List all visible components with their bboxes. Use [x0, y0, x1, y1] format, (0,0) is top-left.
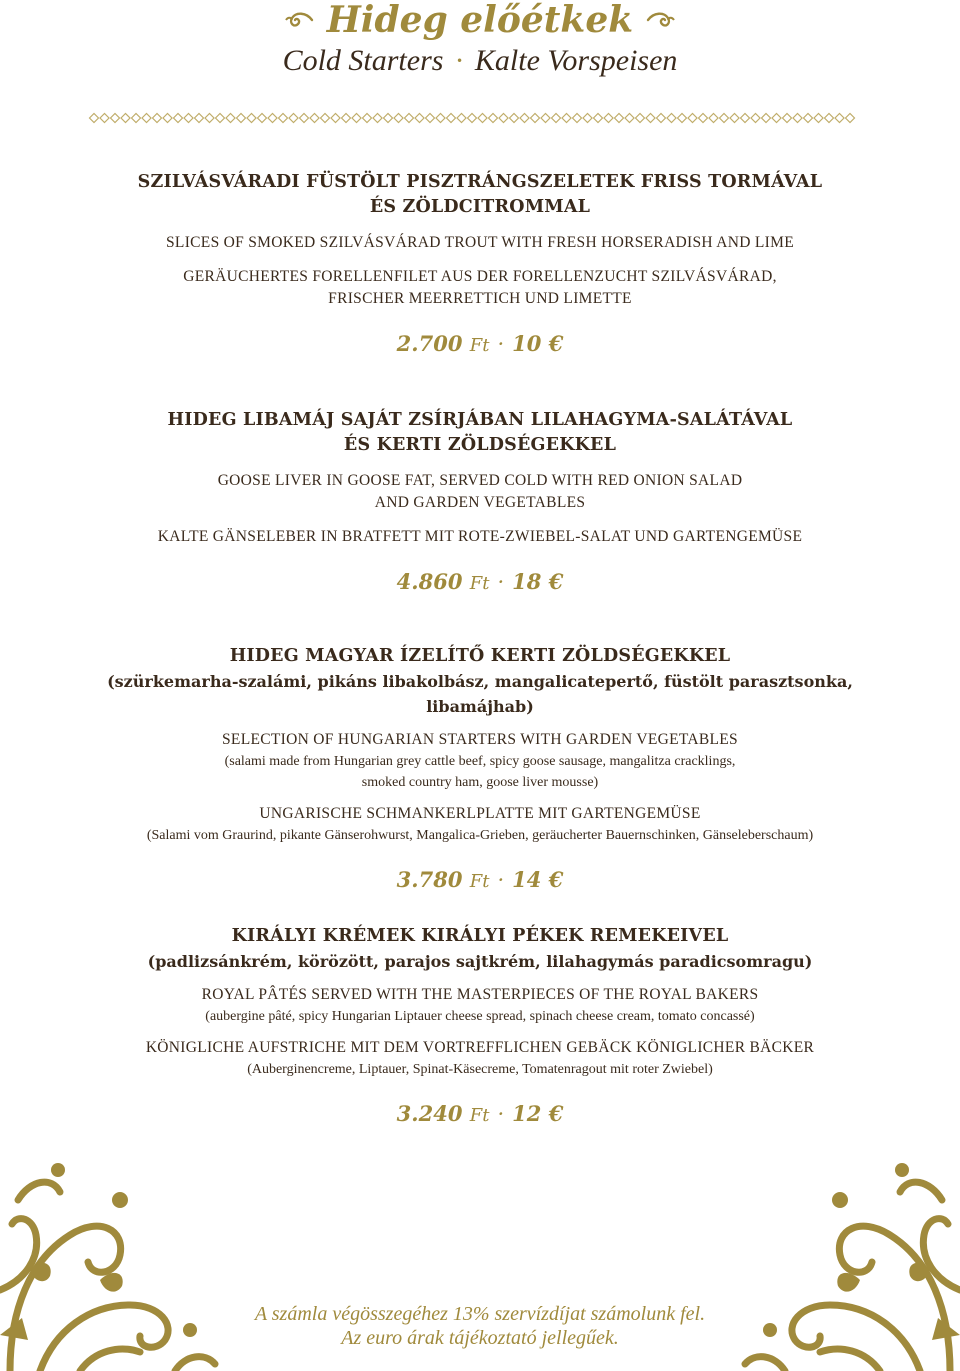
divider-diamond — [279, 114, 288, 123]
dish-name-de-line: KALTE GÄNSELEBER IN BRATFETT MIT ROTE-ZWIEBEL-SALAT UND GARTENGEMÜSE — [157, 528, 803, 545]
divider-diamond — [604, 114, 613, 123]
dish-name-en — [60, 232, 900, 254]
divider-diamond — [216, 114, 225, 123]
dish-detail-de: (Salami vom Graurind, pikante Gänserohwurst, Mangalica-Grieben, geräucherter Bauernschinken, Gänseleberschaum) — [146, 828, 814, 843]
price-huf-unit: Ft — [469, 1105, 490, 1126]
divider-diamond — [426, 114, 435, 123]
dish-hungarian-starters — [60, 644, 900, 896]
divider-diamond — [489, 114, 498, 123]
price-huf-unit: Ft — [469, 573, 490, 594]
divider-diamond — [121, 114, 130, 123]
divider-diamond — [814, 114, 823, 123]
divider-diamond — [541, 114, 550, 123]
divider-diamond — [825, 114, 834, 123]
divider-diamond — [436, 114, 445, 123]
price-eur: 14 € — [512, 867, 564, 892]
divider-diamond — [720, 114, 729, 123]
footer-note — [0, 1302, 960, 1350]
subtitle-separator: · — [455, 44, 463, 77]
dish-detail-en — [60, 751, 900, 793]
divider-diamond — [447, 114, 456, 123]
divider-diamond — [90, 114, 99, 123]
dish-name-de: KÖNIGLICHE AUFSTRICHE MIT DEM VORTREFFLICHEN GEBÄCK KÖNIGLICHER BÄCKER — [145, 1039, 815, 1056]
divider-diamond — [195, 114, 204, 123]
divider-diamond — [100, 114, 109, 123]
price-eur: 12 € — [512, 1101, 564, 1126]
divider-diamond — [762, 114, 771, 123]
dish-price — [60, 330, 900, 360]
divider-diamond — [457, 114, 466, 123]
divider-diamond — [258, 114, 267, 123]
divider-diamond — [520, 114, 529, 123]
price-huf: 4.860 — [396, 569, 463, 594]
divider-diamond — [468, 114, 477, 123]
divider-diamond — [646, 114, 655, 123]
dish-trout — [60, 170, 900, 360]
dish-detail-en-line: (salami made from Hungarian grey cattle beef, spicy goose sausage, mangalitza cracklings, — [224, 754, 736, 769]
divider-diamond — [247, 114, 256, 123]
divider-diamond — [310, 114, 319, 123]
euro-price-note: Az euro árak tájékoztató jellegűek. — [341, 1327, 619, 1349]
flourish-left-icon — [282, 9, 316, 31]
page-title: Hideg előétkek — [326, 0, 634, 41]
divider-diamond — [394, 114, 403, 123]
divider-diamond — [835, 114, 844, 123]
dish-name-hu — [60, 408, 900, 458]
price-huf-unit: Ft — [469, 335, 490, 356]
dish-name-en — [60, 470, 900, 514]
divider-diamond — [562, 114, 571, 123]
divider-diamond — [846, 114, 855, 123]
flourish-right-icon — [644, 9, 678, 31]
divider-diamond — [384, 114, 393, 123]
dish-name-hu: HIDEG MAGYAR ÍZELÍTŐ KERTI ZÖLDSÉGEKKEL — [229, 646, 731, 666]
service-charge-note: A számla végösszegéhez 13% szervízdíjat számolunk fel. — [254, 1303, 706, 1325]
price-separator: · — [497, 1102, 505, 1126]
dish-name-hu-line: ÉS ZÖLDCITROMMAL — [369, 197, 591, 217]
divider-diamond — [667, 114, 676, 123]
dish-detail-hu: (padlizsánkrém, körözött, parajos sajtkrém, lilahagymás paradicsomragu) — [147, 952, 813, 971]
divider-diamond — [772, 114, 781, 123]
divider-diamond — [741, 114, 750, 123]
price-huf-unit: Ft — [469, 871, 490, 892]
dish-price — [60, 568, 900, 598]
ornamental-divider — [88, 111, 858, 125]
dish-name-de-line: GERÄUCHERTES FORELLENFILET AUS DER FORELLENZUCHT SZILVÁSVÁRAD, — [183, 268, 777, 285]
title-row — [0, 0, 960, 40]
divider-diamond — [552, 114, 561, 123]
divider-diamond — [730, 114, 739, 123]
divider-diamond — [132, 114, 141, 123]
divider-diamond — [594, 114, 603, 123]
dish-detail-en: (aubergine pâté, spicy Hungarian Liptauer cheese spread, spinach cheese cream, tomato concassé) — [205, 1009, 755, 1024]
dish-name-de: UNGARISCHE SCHMANKERLPLATTE MIT GARTENGEMÜSE — [259, 805, 701, 822]
divider-diamond — [699, 114, 708, 123]
dish-name-de-line: FRISCHER MEERRETTICH UND LIMETTE — [328, 290, 632, 307]
dish-royal-pates — [60, 924, 900, 1130]
dish-name-hu — [60, 170, 900, 220]
divider-diamond — [573, 114, 582, 123]
price-huf: 3.780 — [396, 867, 463, 892]
dish-price — [60, 866, 900, 896]
price-eur: 18 € — [512, 569, 564, 594]
dish-name-hu-line: SZILVÁSVÁRADI FÜSTÖLT PISZTRÁNGSZELETEK FRISS TORMÁVAL — [137, 172, 823, 192]
divider-diamond — [237, 114, 246, 123]
dish-name-en-line: AND GARDEN VEGETABLES — [374, 494, 586, 511]
dish-name-hu-line: HIDEG LIBAMÁJ SAJÁT ZSÍRJÁBAN LILAHAGYMA-SALÁTÁVAL — [167, 410, 793, 430]
price-huf: 3.240 — [396, 1101, 463, 1126]
subtitle-de: Kalte Vorspeisen — [474, 44, 678, 77]
dish-price — [60, 1100, 900, 1130]
price-separator: · — [497, 332, 505, 356]
price-huf: 2.700 — [396, 331, 463, 356]
dish-name-en-line: GOOSE LIVER IN GOOSE FAT, SERVED COLD WITH RED ONION SALAD — [217, 472, 743, 489]
divider-diamond — [153, 114, 162, 123]
divider-diamond — [615, 114, 624, 123]
dish-name-hu: KIRÁLYI KRÉMEK KIRÁLYI PÉKEK REMEKEIVEL — [231, 926, 729, 946]
divider-diamond — [709, 114, 718, 123]
dish-name-de — [60, 526, 900, 548]
divider-diamond — [625, 114, 634, 123]
divider-diamond — [405, 114, 414, 123]
divider-diamond — [583, 114, 592, 123]
dish-detail-en-line: smoked country ham, goose liver mousse) — [361, 775, 599, 790]
divider-diamond — [688, 114, 697, 123]
divider-diamond — [184, 114, 193, 123]
divider-diamond — [205, 114, 214, 123]
divider-diamond — [300, 114, 309, 123]
divider-diamond — [657, 114, 666, 123]
subtitle-en: Cold Starters — [282, 44, 444, 77]
divider-diamond — [793, 114, 802, 123]
dish-name-en-line: SLICES OF SMOKED SZILVÁSVÁRAD TROUT WITH FRESH HORSERADISH AND LIME — [166, 234, 794, 251]
divider-diamond — [342, 114, 351, 123]
divider-diamond — [111, 114, 120, 123]
divider-diamond — [478, 114, 487, 123]
divider-diamond — [321, 114, 330, 123]
divider-diamond — [163, 114, 172, 123]
divider-diamond — [499, 114, 508, 123]
divider-diamond — [783, 114, 792, 123]
page-subtitle — [0, 44, 960, 78]
dish-goose-liver — [60, 408, 900, 598]
divider-diamond — [373, 114, 382, 123]
divider-diamond — [363, 114, 372, 123]
divider-diamond — [331, 114, 340, 123]
divider-diamond — [415, 114, 424, 123]
divider-diamond — [510, 114, 519, 123]
dish-name-hu-line: ÉS KERTI ZÖLDSÉGEKKEL — [343, 435, 617, 455]
menu-header — [0, 0, 960, 140]
divider-diamond — [142, 114, 151, 123]
dish-name-de — [60, 266, 900, 310]
divider-diamond — [531, 114, 540, 123]
price-eur: 10 € — [512, 331, 564, 356]
dish-name-en: SELECTION OF HUNGARIAN STARTERS WITH GARDEN VEGETABLES — [222, 731, 738, 748]
divider-diamond — [268, 114, 277, 123]
price-separator: · — [497, 570, 505, 594]
divider-diamond — [174, 114, 183, 123]
divider-diamond — [804, 114, 813, 123]
divider-diamond — [226, 114, 235, 123]
dish-detail-de: (Auberginencreme, Liptauer, Spinat-Käsecreme, Tomatenragout mit roter Zwiebel) — [247, 1062, 713, 1077]
divider-diamond — [636, 114, 645, 123]
dish-detail-hu: (szürkemarha-szalámi, pikáns libakolbász, mangalicatepertő, füstölt parasztsonka, libamájhab) — [107, 672, 853, 716]
price-separator: · — [497, 868, 505, 892]
divider-diamond — [751, 114, 760, 123]
divider-diamond — [289, 114, 298, 123]
divider-diamond — [352, 114, 361, 123]
divider-diamond — [678, 114, 687, 123]
dish-name-en: ROYAL PÂTÉS SERVED WITH THE MASTERPIECES OF THE ROYAL BAKERS — [201, 986, 759, 1003]
